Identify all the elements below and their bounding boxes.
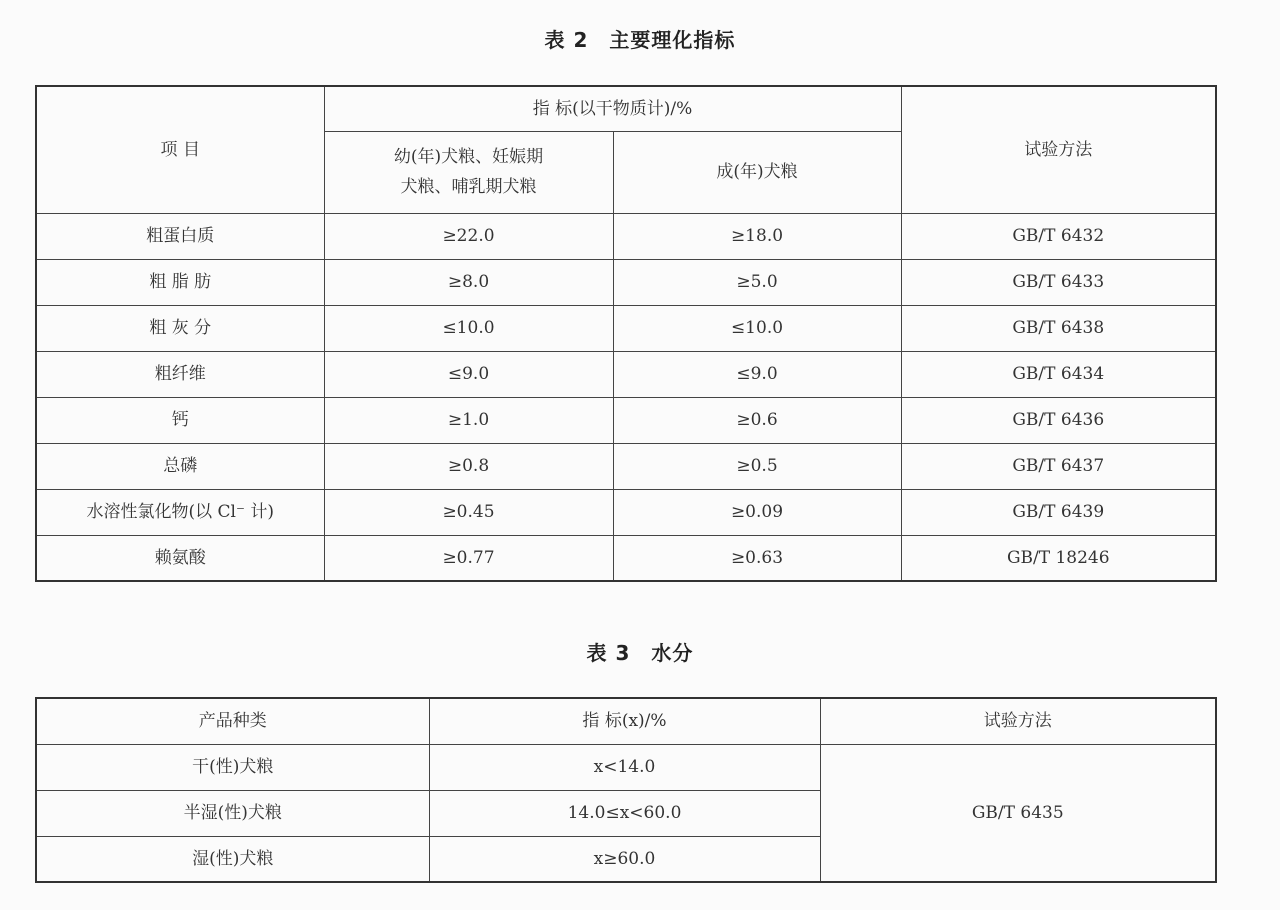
cell-method: GB/T 6435 bbox=[820, 744, 1216, 882]
cell-adult: ≥5.0 bbox=[613, 259, 901, 305]
cell-puppy: ≥0.77 bbox=[324, 535, 613, 581]
cell-method: GB/T 6432 bbox=[901, 213, 1216, 259]
table-row bbox=[36, 213, 1216, 259]
cell-type: 干(性)犬粮 bbox=[36, 744, 429, 790]
cell-puppy: ≥0.8 bbox=[324, 443, 613, 489]
cell-method: GB/T 6437 bbox=[901, 443, 1216, 489]
header-method: 试验方法 bbox=[901, 86, 1216, 213]
table3-moisture bbox=[35, 697, 1217, 883]
cell-puppy: ≥22.0 bbox=[324, 213, 613, 259]
cell-puppy: ≥0.45 bbox=[324, 489, 613, 535]
cell-adult: ≥0.63 bbox=[613, 535, 901, 581]
cell-adult: ≥0.5 bbox=[613, 443, 901, 489]
cell-item: 粗 脂 肪 bbox=[36, 259, 324, 305]
cell-adult: ≥18.0 bbox=[613, 213, 901, 259]
cell-item: 粗纤维 bbox=[36, 351, 324, 397]
cell-puppy: ≤10.0 bbox=[324, 305, 613, 351]
table-row bbox=[36, 259, 1216, 305]
header-puppy: 幼(年)犬粮、妊娠期 犬粮、哺乳期犬粮 bbox=[324, 131, 613, 213]
header-item: 项 目 bbox=[36, 86, 324, 213]
cell-puppy: ≥1.0 bbox=[324, 397, 613, 443]
cell-method: GB/T 6436 bbox=[901, 397, 1216, 443]
cell-method: GB/T 6438 bbox=[901, 305, 1216, 351]
cell-adult: ≤10.0 bbox=[613, 305, 901, 351]
cell-indicator: x<14.0 bbox=[429, 744, 820, 790]
table3-title: 表 3 水分 bbox=[586, 641, 694, 665]
table-row bbox=[36, 305, 1216, 351]
cell-item: 水溶性氯化物(以 Cl⁻ 计) bbox=[36, 489, 324, 535]
cell-adult: ≥0.09 bbox=[613, 489, 901, 535]
cell-type: 半湿(性)犬粮 bbox=[36, 790, 429, 836]
table2-title: 表 2 主要理化指标 bbox=[544, 28, 736, 52]
table-row bbox=[36, 351, 1216, 397]
cell-method: GB/T 18246 bbox=[901, 535, 1216, 581]
table-row bbox=[36, 535, 1216, 581]
table-row bbox=[36, 489, 1216, 535]
cell-puppy: ≤9.0 bbox=[324, 351, 613, 397]
cell-item: 粗蛋白质 bbox=[36, 213, 324, 259]
cell-item: 赖氨酸 bbox=[36, 535, 324, 581]
header-adult: 成(年)犬粮 bbox=[613, 131, 901, 213]
cell-method: GB/T 6439 bbox=[901, 489, 1216, 535]
header-method: 试验方法 bbox=[820, 698, 1216, 744]
cell-indicator: x≥60.0 bbox=[429, 836, 820, 882]
cell-indicator: 14.0≤x<60.0 bbox=[429, 790, 820, 836]
table2-physicochemical-indicators bbox=[35, 85, 1217, 582]
cell-puppy: ≥8.0 bbox=[324, 259, 613, 305]
cell-item: 总磷 bbox=[36, 443, 324, 489]
header-indicator: 指 标(x)/% bbox=[429, 698, 820, 744]
header-indicator: 指 标(以干物质计)/% bbox=[324, 86, 901, 131]
cell-type: 湿(性)犬粮 bbox=[36, 836, 429, 882]
cell-method: GB/T 6434 bbox=[901, 351, 1216, 397]
cell-item: 粗 灰 分 bbox=[36, 305, 324, 351]
header-type: 产品种类 bbox=[36, 698, 429, 744]
cell-method: GB/T 6433 bbox=[901, 259, 1216, 305]
cell-adult: ≤9.0 bbox=[613, 351, 901, 397]
cell-adult: ≥0.6 bbox=[613, 397, 901, 443]
cell-item: 钙 bbox=[36, 397, 324, 443]
table-row bbox=[36, 443, 1216, 489]
table-row bbox=[36, 397, 1216, 443]
